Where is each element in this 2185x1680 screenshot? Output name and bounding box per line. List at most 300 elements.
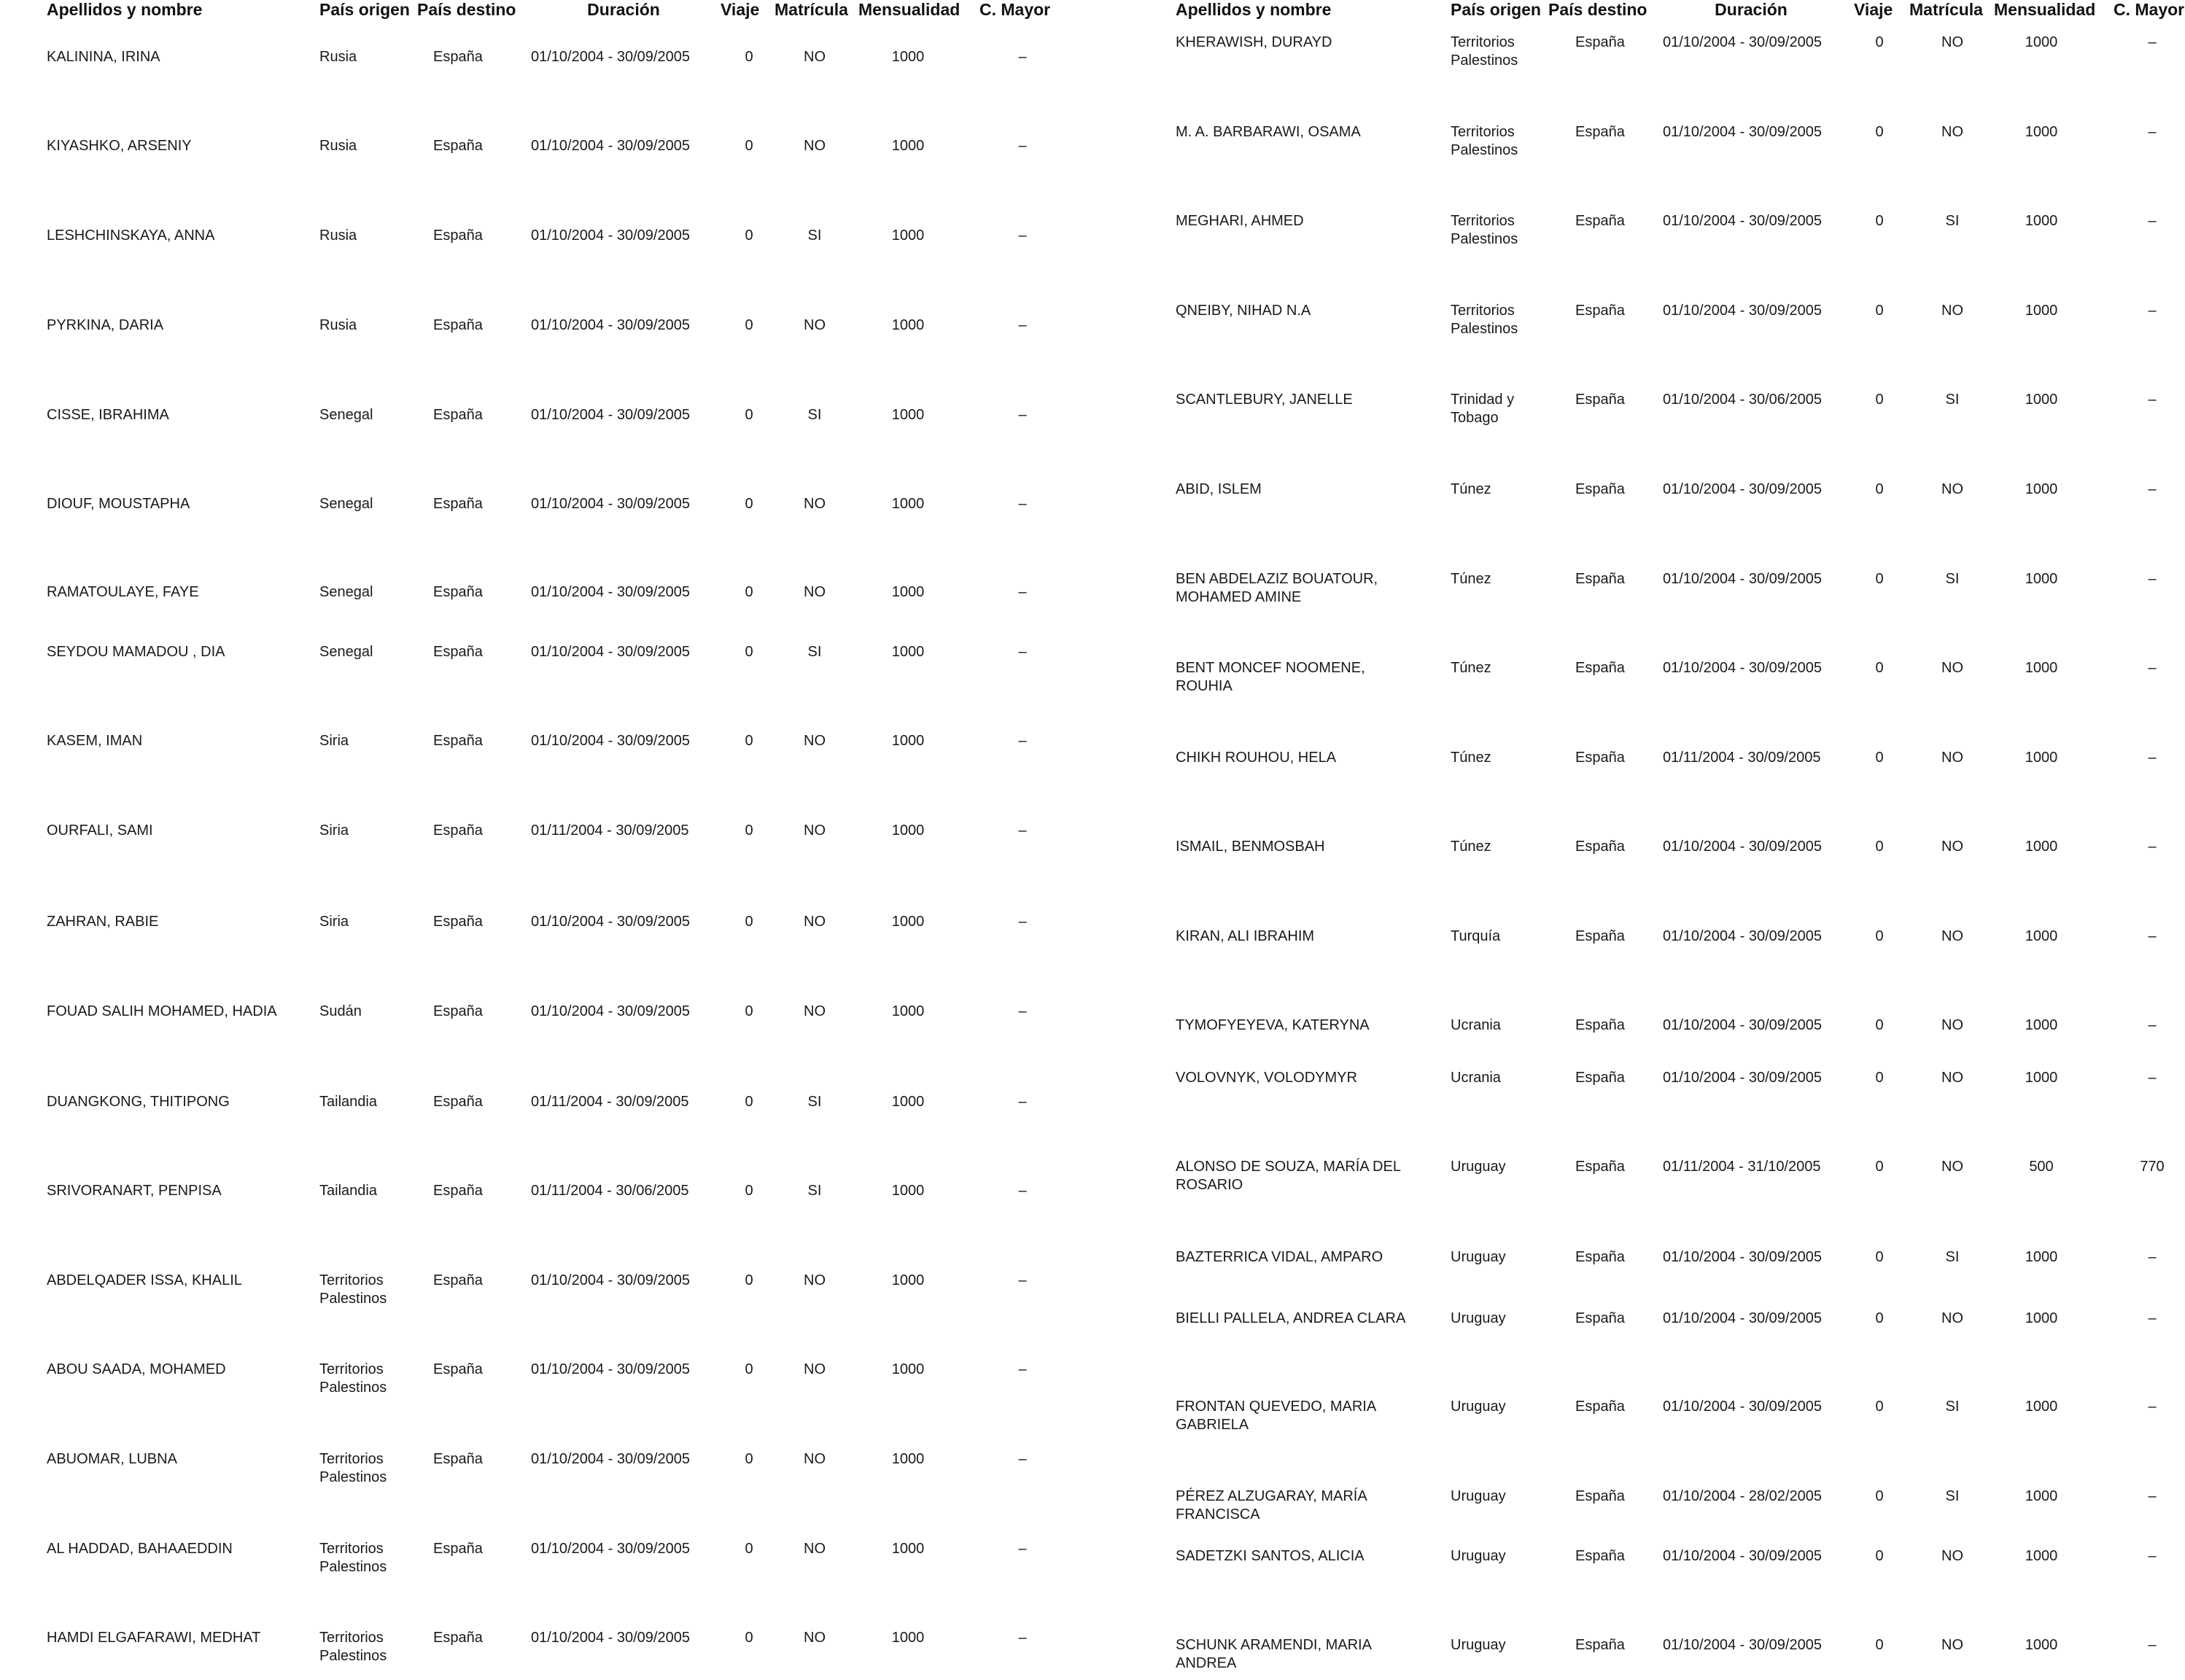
- cell-name: BEN ABDELAZIZ BOUATOUR, MOHAMED AMINE: [1176, 571, 1378, 605]
- cell-name: M. A. BARBARAWI, OSAMA: [1176, 124, 1361, 140]
- cell-travel: 0: [745, 1361, 753, 1377]
- cell-duration: 01/10/2004 - 30/09/2005: [531, 49, 690, 65]
- cell-travel: 0: [745, 407, 753, 423]
- cell-travel: 0: [1875, 1399, 1884, 1415]
- cell-major: –: [1018, 49, 1027, 65]
- cell-travel: 0: [1875, 1070, 1884, 1086]
- cell-monthly: 1000: [891, 914, 925, 930]
- header-enrollment: Matrícula: [1909, 0, 1983, 19]
- cell-destination: España: [433, 1630, 483, 1646]
- cell-enrollment: NO: [1941, 481, 1963, 497]
- cell-major: –: [1018, 496, 1027, 512]
- cell-destination: España: [1575, 571, 1625, 587]
- cell-destination: España: [1575, 1249, 1625, 1265]
- cell-travel: 0: [745, 49, 753, 65]
- cell-monthly: 1000: [2025, 303, 2058, 319]
- cell-name: LESHCHINSKAYA, ANNA: [47, 228, 215, 244]
- table-row: [0, 495, 1087, 539]
- cell-destination: España: [433, 1361, 483, 1377]
- cell-duration: 01/10/2004 - 30/09/2005: [1663, 928, 1822, 944]
- cell-major: –: [2148, 392, 2157, 408]
- cell-travel: 0: [1875, 481, 1884, 497]
- cell-duration: 01/10/2004 - 30/06/2005: [1663, 392, 1822, 408]
- table-row: [0, 1629, 1087, 1673]
- cell-travel: 0: [745, 1183, 753, 1199]
- cell-enrollment: NO: [1941, 124, 1963, 140]
- cell-name: FRONTAN QUEVEDO, MARIA GABRIELA: [1176, 1399, 1376, 1433]
- cell-travel: 0: [1875, 1159, 1884, 1175]
- cell-origin: Túnez: [1451, 750, 1491, 766]
- cell-travel: 0: [1875, 571, 1884, 587]
- table-row: [0, 643, 1087, 687]
- cell-monthly: 1000: [891, 1451, 925, 1467]
- cell-monthly: 1000: [2025, 1017, 2058, 1033]
- table-row: [1142, 928, 2185, 971]
- cell-name: CHIKH ROUHOU, HELA: [1176, 750, 1337, 766]
- cell-duration: 01/10/2004 - 30/09/2005: [1663, 34, 1822, 50]
- cell-enrollment: SI: [807, 644, 822, 660]
- cell-enrollment: NO: [1941, 1159, 1963, 1175]
- cell-enrollment: NO: [804, 1003, 826, 1019]
- cell-name: SCHUNK ARAMENDI, MARIA ANDREA: [1176, 1637, 1371, 1671]
- cell-origin: Uruguay: [1451, 1637, 1506, 1653]
- cell-monthly: 1000: [891, 584, 925, 600]
- cell-name: VOLOVNYK, VOLODYMYR: [1176, 1070, 1357, 1086]
- cell-name: TYMOFYEYEVA, KATERYNA: [1176, 1017, 1370, 1033]
- cell-name: KIYASHKO, ARSENIY: [47, 138, 192, 154]
- cell-duration: 01/10/2004 - 30/09/2005: [1663, 839, 1822, 855]
- cell-travel: 0: [745, 1630, 753, 1646]
- cell-destination: España: [433, 496, 483, 512]
- cell-name: SADETZKI SANTOS, ALICIA: [1176, 1548, 1365, 1564]
- header-travel: Viaje: [721, 0, 760, 19]
- cell-enrollment: NO: [804, 584, 826, 600]
- cell-origin: Siria: [319, 914, 349, 930]
- table-row: [0, 822, 1087, 866]
- cell-enrollment: NO: [804, 1541, 826, 1557]
- cell-major: –: [2148, 1017, 2157, 1033]
- cell-monthly: 1000: [2025, 571, 2058, 587]
- table-row: [1142, 659, 2185, 703]
- cell-monthly: 1000: [2025, 213, 2058, 229]
- cell-origin: Ucrania: [1451, 1017, 1501, 1033]
- cell-enrollment: SI: [1945, 1249, 1960, 1265]
- cell-travel: 0: [1875, 1249, 1884, 1265]
- table-row: [0, 732, 1087, 776]
- cell-origin: Territorios Palestinos: [319, 1541, 387, 1575]
- cell-monthly: 1000: [891, 49, 925, 65]
- cell-name: BAZTERRICA VIDAL, AMPARO: [1176, 1249, 1383, 1265]
- cell-monthly: 1000: [891, 1183, 925, 1199]
- cell-monthly: 1000: [2025, 1070, 2058, 1086]
- cell-major: –: [1018, 1272, 1027, 1288]
- cell-travel: 0: [1875, 1310, 1884, 1326]
- cell-monthly: 500: [2029, 1159, 2054, 1175]
- table-row: [1142, 481, 2185, 524]
- cell-destination: España: [1575, 213, 1625, 229]
- header-enrollment: Matrícula: [775, 0, 848, 19]
- cell-destination: España: [1575, 481, 1625, 497]
- cell-duration: 01/10/2004 - 30/09/2005: [1663, 1310, 1822, 1326]
- cell-duration: 01/10/2004 - 30/09/2005: [1663, 1017, 1822, 1033]
- cell-origin: Sudán: [319, 1003, 362, 1019]
- cell-enrollment: SI: [1945, 1488, 1960, 1504]
- table-row: [1142, 749, 2185, 793]
- table-row: [1142, 1248, 2185, 1292]
- cell-major: –: [2148, 571, 2157, 587]
- cell-travel: 0: [1875, 1017, 1884, 1033]
- cell-monthly: 1000: [891, 317, 925, 333]
- cell-monthly: 1000: [2025, 928, 2058, 944]
- cell-monthly: 1000: [891, 496, 925, 512]
- cell-monthly: 1000: [2025, 392, 2058, 408]
- cell-name: ABDELQADER ISSA, KHALIL: [47, 1272, 242, 1288]
- cell-name: FOUAD SALIH MOHAMED, HADIA: [47, 1003, 277, 1019]
- cell-destination: España: [433, 138, 483, 154]
- cell-origin: Siria: [319, 733, 349, 749]
- cell-origin: Uruguay: [1451, 1399, 1506, 1415]
- cell-duration: 01/10/2004 - 30/09/2005: [531, 1541, 690, 1557]
- table-row: [0, 406, 1087, 450]
- cell-destination: España: [433, 584, 483, 600]
- cell-major: 770: [2140, 1159, 2165, 1175]
- cell-monthly: 1000: [891, 1272, 925, 1288]
- cell-monthly: 1000: [2025, 1310, 2058, 1326]
- cell-destination: España: [1575, 1017, 1625, 1033]
- cell-enrollment: NO: [1941, 303, 1963, 319]
- cell-name: DUANGKONG, THITIPONG: [47, 1094, 230, 1110]
- table-row: [1142, 34, 2185, 77]
- cell-travel: 0: [745, 496, 753, 512]
- cell-major: –: [1018, 1094, 1027, 1110]
- cell-destination: España: [1575, 124, 1625, 140]
- cell-destination: España: [1575, 660, 1625, 676]
- cell-origin: Uruguay: [1451, 1159, 1506, 1175]
- table-row: [0, 913, 1087, 957]
- cell-monthly: 1000: [891, 407, 925, 423]
- cell-major: –: [1018, 1183, 1027, 1199]
- cell-duration: 01/10/2004 - 28/02/2005: [1663, 1488, 1822, 1504]
- cell-enrollment: SI: [1945, 392, 1960, 408]
- cell-name: ABUOMAR, LUBNA: [47, 1451, 177, 1467]
- cell-enrollment: NO: [1941, 750, 1963, 766]
- cell-major: –: [1018, 1451, 1027, 1467]
- cell-enrollment: SI: [807, 1094, 822, 1110]
- cell-destination: España: [433, 822, 483, 839]
- table-row: [0, 1093, 1087, 1137]
- cell-origin: Turquía: [1451, 928, 1501, 944]
- cell-enrollment: NO: [804, 733, 826, 749]
- header-monthly: Mensualidad: [1994, 0, 2096, 19]
- cell-major: –: [2148, 124, 2157, 140]
- cell-enrollment: NO: [1941, 1310, 1963, 1326]
- header-origin: País origen: [319, 0, 410, 19]
- cell-name: MEGHARI, AHMED: [1176, 213, 1304, 229]
- header-major: C. Mayor: [2114, 0, 2185, 19]
- cell-enrollment: SI: [807, 1183, 822, 1199]
- cell-duration: 01/10/2004 - 30/09/2005: [1663, 303, 1822, 319]
- cell-monthly: 1000: [891, 733, 925, 749]
- table-row: [1142, 1398, 2185, 1442]
- cell-monthly: 1000: [891, 1094, 925, 1110]
- cell-enrollment: NO: [804, 914, 826, 930]
- table-row: [0, 1450, 1087, 1494]
- cell-destination: España: [433, 644, 483, 660]
- cell-monthly: 1000: [2025, 660, 2058, 676]
- cell-destination: España: [433, 1094, 483, 1110]
- cell-enrollment: NO: [1941, 34, 1963, 50]
- cell-monthly: 1000: [891, 228, 925, 244]
- cell-enrollment: SI: [807, 228, 822, 244]
- cell-travel: 0: [1875, 124, 1884, 140]
- cell-monthly: 1000: [2025, 124, 2058, 140]
- cell-destination: España: [433, 1003, 483, 1019]
- cell-destination: España: [1575, 1399, 1625, 1415]
- cell-major: –: [2148, 839, 2157, 855]
- cell-origin: Uruguay: [1451, 1548, 1506, 1564]
- cell-major: –: [1018, 1630, 1027, 1646]
- cell-travel: 0: [1875, 928, 1884, 944]
- cell-major: –: [1018, 644, 1027, 660]
- cell-travel: 0: [1875, 750, 1884, 766]
- cell-monthly: 1000: [2025, 34, 2058, 50]
- header-travel: Viaje: [1854, 0, 1893, 19]
- cell-origin: Rusia: [319, 317, 357, 333]
- cell-name: ZAHRAN, RABIE: [47, 914, 159, 930]
- header-destination: País destino: [1548, 0, 1648, 19]
- cell-duration: 01/11/2004 - 30/06/2005: [531, 1183, 689, 1199]
- table-row: [1142, 570, 2185, 614]
- cell-travel: 0: [745, 1272, 753, 1288]
- cell-major: –: [2148, 1310, 2157, 1326]
- cell-monthly: 1000: [891, 822, 925, 839]
- cell-monthly: 1000: [891, 1003, 925, 1019]
- cell-destination: España: [433, 317, 483, 333]
- header-major: C. Mayor: [979, 0, 1051, 19]
- cell-origin: Tailandia: [319, 1183, 377, 1199]
- cell-monthly: 1000: [891, 1630, 925, 1646]
- cell-duration: 01/10/2004 - 30/09/2005: [531, 317, 690, 333]
- cell-major: –: [2148, 213, 2157, 229]
- cell-enrollment: SI: [1945, 571, 1960, 587]
- cell-name: RAMATOULAYE, FAYE: [47, 584, 199, 600]
- cell-major: –: [1018, 914, 1027, 930]
- cell-destination: España: [433, 1183, 483, 1199]
- cell-duration: 01/10/2004 - 30/09/2005: [1663, 1637, 1822, 1653]
- header-name: Apellidos y nombre: [1176, 0, 1332, 19]
- cell-name: BIELLI PALLELA, ANDREA CLARA: [1176, 1310, 1406, 1326]
- cell-origin: Rusia: [319, 228, 357, 244]
- cell-origin: Senegal: [319, 496, 373, 512]
- table-row: [0, 227, 1087, 271]
- cell-travel: 0: [745, 138, 753, 154]
- cell-enrollment: NO: [1941, 839, 1963, 855]
- cell-enrollment: NO: [804, 138, 826, 154]
- cell-travel: 0: [745, 822, 753, 839]
- table-row: [0, 48, 1087, 92]
- cell-destination: España: [1575, 1488, 1625, 1504]
- cell-origin: Uruguay: [1451, 1488, 1506, 1504]
- table-row: [1142, 391, 2185, 435]
- cell-origin: Senegal: [319, 407, 373, 423]
- cell-name: AL HADDAD, BAHAAEDDIN: [47, 1541, 233, 1557]
- cell-monthly: 1000: [2025, 1637, 2058, 1653]
- cell-travel: 0: [745, 584, 753, 600]
- cell-travel: 0: [745, 914, 753, 930]
- cell-duration: 01/10/2004 - 30/09/2005: [1663, 213, 1822, 229]
- cell-major: –: [2148, 660, 2157, 676]
- table-row: [1142, 302, 2185, 346]
- cell-duration: 01/10/2004 - 30/09/2005: [1663, 660, 1822, 676]
- cell-major: –: [2148, 1548, 2157, 1564]
- cell-travel: 0: [745, 1003, 753, 1019]
- cell-destination: España: [433, 228, 483, 244]
- cell-major: –: [2148, 1399, 2157, 1415]
- cell-name: BENT MONCEF NOOMENE, ROUHIA: [1176, 660, 1365, 694]
- cell-destination: España: [1575, 392, 1625, 408]
- cell-travel: 0: [1875, 660, 1884, 676]
- cell-origin: Senegal: [319, 584, 373, 600]
- cell-origin: Siria: [319, 822, 349, 839]
- cell-duration: 01/10/2004 - 30/09/2005: [531, 584, 690, 600]
- cell-enrollment: SI: [1945, 213, 1960, 229]
- cell-major: –: [1018, 1361, 1027, 1377]
- cell-duration: 01/10/2004 - 30/09/2005: [531, 914, 690, 930]
- cell-origin: Uruguay: [1451, 1249, 1506, 1265]
- cell-duration: 01/10/2004 - 30/09/2005: [1663, 481, 1822, 497]
- cell-duration: 01/11/2004 - 30/09/2005: [531, 1094, 689, 1110]
- cell-duration: 01/10/2004 - 30/09/2005: [531, 496, 690, 512]
- cell-duration: 01/10/2004 - 30/09/2005: [1663, 124, 1822, 140]
- cell-name: KIRAN, ALI IBRAHIM: [1176, 928, 1315, 944]
- cell-name: ISMAIL, BENMOSBAH: [1176, 839, 1325, 855]
- header-origin: País origen: [1451, 0, 1541, 19]
- table-row: [1142, 1069, 2185, 1113]
- cell-enrollment: NO: [804, 49, 826, 65]
- cell-name: QNEIBY, NIHAD N.A: [1176, 303, 1311, 319]
- cell-monthly: 1000: [891, 644, 925, 660]
- cell-destination: España: [433, 1451, 483, 1467]
- table-row: [1142, 1547, 2185, 1591]
- table-row: [0, 1003, 1087, 1046]
- cell-name: SCANTLEBURY, JANELLE: [1176, 392, 1353, 408]
- cell-name: KASEM, IMAN: [47, 733, 143, 749]
- cell-destination: España: [1575, 1310, 1625, 1326]
- cell-name: OURFALI, SAMI: [47, 822, 153, 839]
- cell-origin: Túnez: [1451, 839, 1491, 855]
- cell-major: –: [1018, 822, 1027, 839]
- cell-destination: España: [433, 407, 483, 423]
- cell-destination: España: [1575, 34, 1625, 50]
- cell-destination: España: [1575, 1637, 1625, 1653]
- cell-origin: Territorios Palestinos: [1451, 303, 1518, 337]
- cell-travel: 0: [1875, 303, 1884, 319]
- cell-enrollment: NO: [804, 1361, 826, 1377]
- cell-duration: 01/10/2004 - 30/09/2005: [531, 733, 690, 749]
- cell-major: –: [2148, 303, 2157, 319]
- table-row: [0, 137, 1087, 181]
- cell-name: ABOU SAADA, MOHAMED: [47, 1361, 226, 1377]
- cell-enrollment: NO: [804, 1451, 826, 1467]
- cell-travel: 0: [1875, 1488, 1884, 1504]
- cell-monthly: 1000: [2025, 1488, 2058, 1504]
- cell-travel: 0: [745, 1094, 753, 1110]
- cell-origin: Territorios Palestinos: [1451, 34, 1518, 69]
- cell-travel: 0: [1875, 34, 1884, 50]
- cell-duration: 01/10/2004 - 30/09/2005: [1663, 571, 1822, 587]
- cell-travel: 0: [1875, 1637, 1884, 1653]
- cell-major: –: [1018, 1003, 1027, 1019]
- table-row: [1142, 1016, 2185, 1060]
- table-row: [0, 1272, 1087, 1315]
- cell-major: –: [1018, 228, 1027, 244]
- cell-enrollment: NO: [804, 496, 826, 512]
- cell-origin: Rusia: [319, 49, 357, 65]
- cell-duration: 01/10/2004 - 30/09/2005: [1663, 1249, 1822, 1265]
- cell-travel: 0: [1875, 839, 1884, 855]
- cell-duration: 01/10/2004 - 30/09/2005: [531, 1361, 690, 1377]
- cell-major: –: [2148, 1637, 2157, 1653]
- left-table: [0, 0, 1087, 1665]
- cell-origin: Territorios Palestinos: [319, 1451, 387, 1485]
- cell-duration: 01/11/2004 - 30/09/2005: [1663, 750, 1821, 766]
- header-name: Apellidos y nombre: [47, 0, 203, 19]
- cell-duration: 01/11/2004 - 31/10/2005: [1663, 1159, 1821, 1175]
- cell-origin: Ucrania: [1451, 1070, 1501, 1086]
- header-duration: Duración: [1715, 0, 1788, 19]
- cell-monthly: 1000: [891, 1541, 925, 1557]
- cell-origin: Territorios Palestinos: [319, 1630, 387, 1664]
- cell-destination: España: [1575, 303, 1625, 319]
- cell-major: –: [2148, 34, 2157, 50]
- cell-enrollment: NO: [1941, 1017, 1963, 1033]
- header-duration: Duración: [587, 0, 660, 19]
- header-monthly: Mensualidad: [858, 0, 960, 19]
- table-row: [0, 583, 1087, 627]
- table-row: [1142, 212, 2185, 256]
- cell-duration: 01/10/2004 - 30/09/2005: [531, 644, 690, 660]
- cell-name: PYRKINA, DARIA: [47, 317, 164, 333]
- cell-origin: Territorios Palestinos: [319, 1361, 387, 1396]
- cell-duration: 01/10/2004 - 30/09/2005: [531, 138, 690, 154]
- cell-origin: Trinidad y Tobago: [1451, 392, 1515, 426]
- cell-duration: 01/10/2004 - 30/09/2005: [1663, 1070, 1822, 1086]
- cell-origin: Túnez: [1451, 571, 1491, 587]
- cell-duration: 01/10/2004 - 30/09/2005: [531, 407, 690, 423]
- cell-major: –: [2148, 1249, 2157, 1265]
- cell-duration: 01/10/2004 - 30/09/2005: [531, 1003, 690, 1019]
- cell-name: ABID, ISLEM: [1176, 481, 1262, 497]
- cell-duration: 01/10/2004 - 30/09/2005: [531, 1630, 690, 1646]
- table-row: [1142, 838, 2185, 882]
- cell-destination: España: [1575, 750, 1625, 766]
- cell-duration: 01/10/2004 - 30/09/2005: [531, 1451, 690, 1467]
- cell-major: –: [1018, 733, 1027, 749]
- table-row: [0, 1361, 1087, 1404]
- table-row: [1142, 1310, 2185, 1353]
- table-row: [0, 1182, 1087, 1226]
- cell-destination: España: [433, 733, 483, 749]
- cell-major: –: [2148, 481, 2157, 497]
- cell-major: –: [2148, 1070, 2157, 1086]
- right-table: [1142, 0, 2185, 1671]
- cell-monthly: 1000: [2025, 1249, 2058, 1265]
- cell-enrollment: SI: [807, 407, 822, 423]
- cell-destination: España: [433, 1272, 483, 1288]
- cell-destination: España: [1575, 839, 1625, 855]
- cell-major: –: [1018, 584, 1027, 600]
- cell-travel: 0: [745, 317, 753, 333]
